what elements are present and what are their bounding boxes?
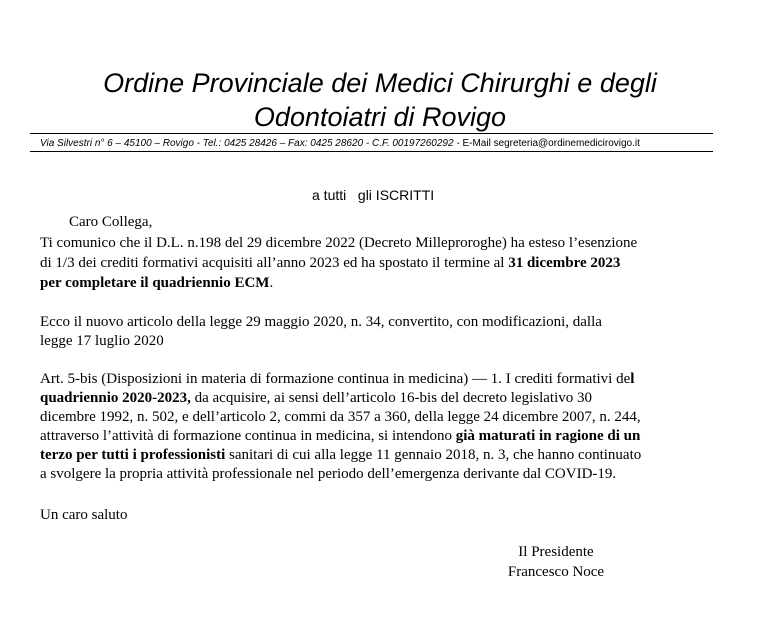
signature-role: Il Presidente (518, 544, 594, 560)
closing: Un caro saluto (40, 507, 128, 523)
p1-deadline-date: 31 dicembre 2023 (508, 255, 621, 271)
p3-one-third: terzo per tutti i professionisti (40, 447, 226, 463)
paragraph-3-line-1 (40, 370, 720, 390)
header-title-line2: Odontoiatri di Rovigo (253, 102, 507, 132)
paragraph-1-line-2 (40, 254, 720, 274)
p3-l1-text: Art. 5-bis (Disposizioni in materia di formazione continua in medicina) — 1. I crediti formativi de (40, 371, 631, 387)
p3-l2-text: da acquisire, ai sensi dell’articolo 16-bis del decreto legislativo 30 (190, 390, 592, 406)
paragraph-3-line-5 (40, 446, 720, 466)
paragraph-3-line-2 (40, 389, 720, 409)
paragraph-1-line-1: Ti comunico che il D.L. n.198 del 29 dicembre 2022 (Decreto Milleproroghe) ha esteso l’esenzione (40, 235, 638, 251)
contact-email: E-Mail segreteria@ordinemedicirovigo.it (459, 138, 640, 149)
header-top-rule (30, 133, 713, 134)
p1-deadline-purpose: per completare il quadriennio ECM (40, 275, 270, 291)
header-contact-line (40, 137, 720, 150)
signature-name: Francesco Noce (507, 564, 605, 580)
recipients-line: a tutti gli ISCRITTI (312, 187, 435, 203)
paragraph-3-line-4 (40, 427, 720, 447)
paragraph-1-line-3 (40, 274, 720, 294)
header-bottom-rule (30, 151, 713, 152)
header-title-line1: Ordine Provinciale dei Medici Chirurghi e degli (103, 68, 657, 98)
p3-quadrennium: quadriennio 2020-2023, (40, 390, 191, 406)
paragraph-3-line-6: a svolgere la propria attività professionale nel periodo dell’emergenza derivante dal COVID-19. (40, 466, 617, 482)
paragraph-2-line-1: Ecco il nuovo articolo della legge 29 maggio 2020, n. 34, convertito, con modificazioni, dalla (40, 314, 602, 330)
p1-l2-text: di 1/3 dei crediti formativi acquisiti all’anno 2023 ed ha spostato il termine al (40, 255, 509, 271)
p3-l4-text: attraverso l’attività di formazione continua in medicina, si intendono (40, 428, 456, 444)
paragraph-3-line-3: dicembre 1992, n. 502, e dell’articolo 2, commi da 357 a 360, della legge 24 dicembre 2007, n. 244, (40, 409, 641, 425)
p1-l3-period: . (269, 275, 274, 291)
p3-l1-bold: l (630, 371, 635, 387)
contact-address: Via Silvestri n° 6 – 45100 – Rovigo - Tel.: 0425 28426 – Fax: 0425 28620 - C.F. 00197260292 - (40, 138, 460, 149)
p3-l5-text: sanitari di cui alla legge 11 gennaio 2018, n. 3, che hanno continuato (225, 447, 642, 463)
paragraph-2-line-2: legge 17 luglio 2020 (40, 333, 164, 349)
salutation: Caro Collega, (69, 214, 153, 230)
p3-already-accrued: già maturati in ragione di un (455, 428, 641, 444)
